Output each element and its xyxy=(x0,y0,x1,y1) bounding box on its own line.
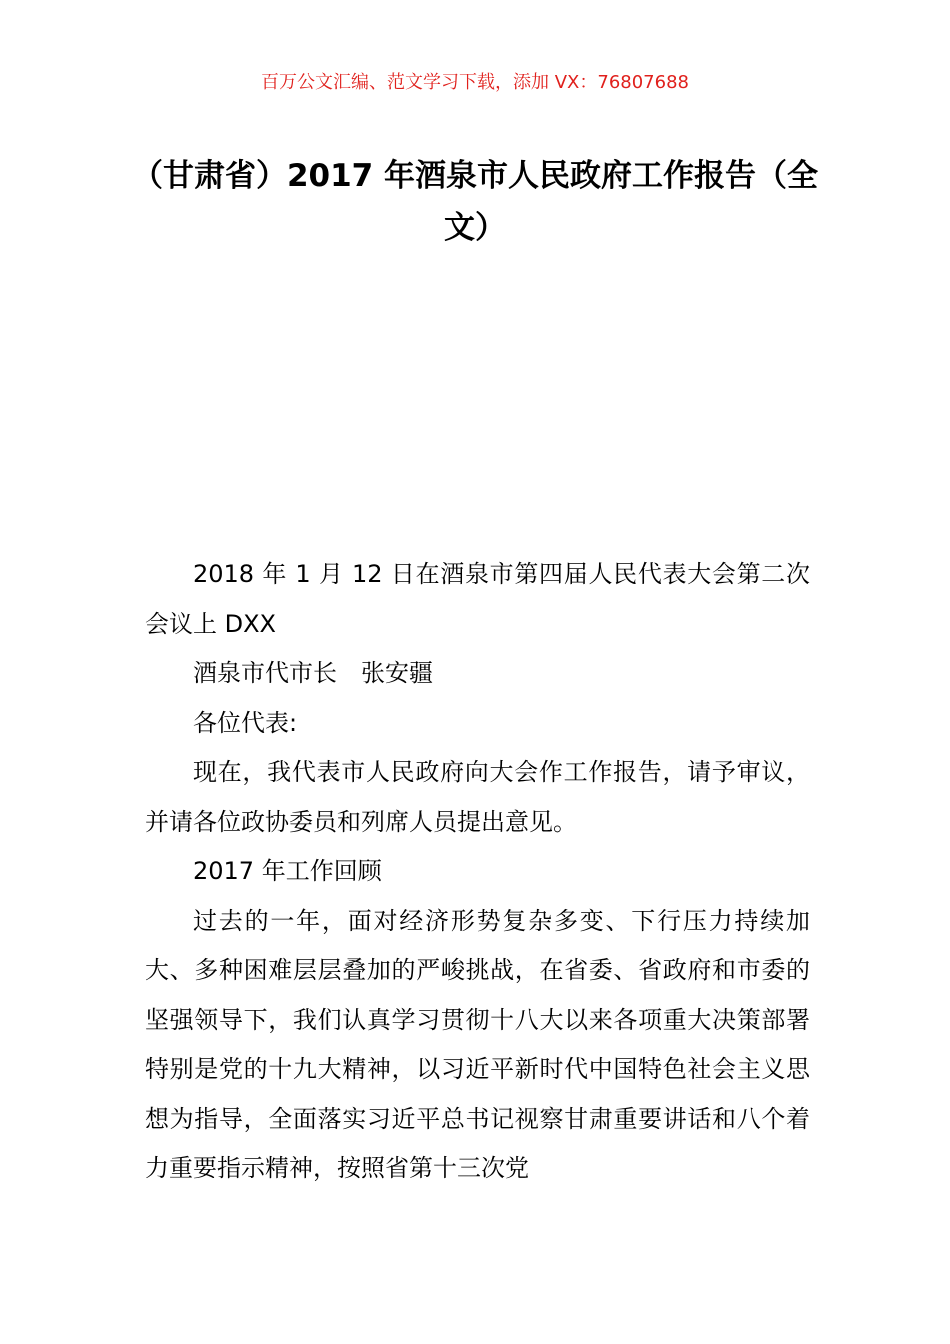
paragraph-speaker: 酒泉市代市长 张安疆 xyxy=(193,659,433,687)
document-title: （甘肃省）2017 年酒泉市人民政府工作报告（全文） xyxy=(131,158,819,246)
header-note: 百万公文汇编、范文学习下载，添加 VX：76807688 xyxy=(261,72,689,93)
section-heading: 2017 年工作回顾 xyxy=(193,857,382,885)
document-body xyxy=(145,550,810,1194)
paragraph-salutation: 各位代表: xyxy=(193,708,298,737)
paragraph-date-meeting: 2018 年 1 月 12 日在酒泉市第四届人民代表大会第二次会议上 DXX xyxy=(145,560,810,638)
paragraph-review: 过去的一年，面对经济形势复杂多变、下行压力持续加大、多种困难层层叠加的严峻挑战，在省委、省政府和市委的坚强领导下，我们认真学习贯彻十八大以来各项重大决策部署特别是党的十九大精神，以习近平新时代中国特色社会主义思想为指导，全面落实习近平总书记视察甘肃重要讲话和八个着力重要指示精神，按照省第十三次党 xyxy=(145,906,810,1182)
paragraph-intro: 现在，我代表市人民政府向大会作工作报告，请予审议，并请各位政协委员和列席人员提出意见。 xyxy=(145,758,810,836)
